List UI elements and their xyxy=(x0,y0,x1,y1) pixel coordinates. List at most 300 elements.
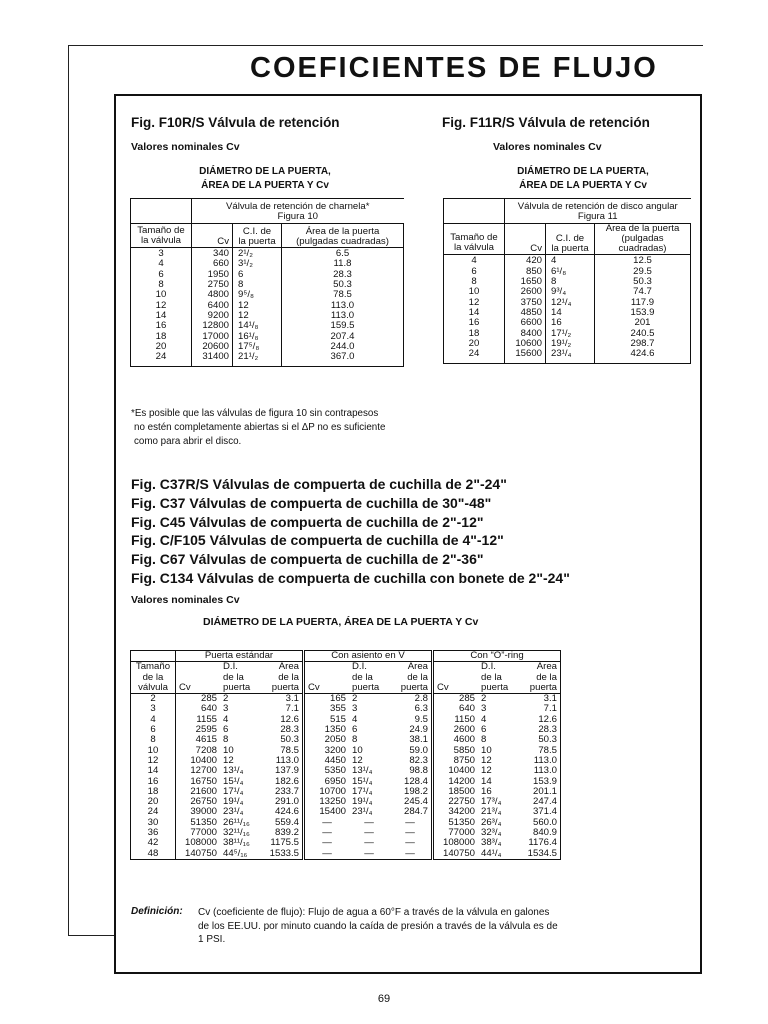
c37-cell-di-std: 10 xyxy=(223,744,234,756)
c37-cell-size: 42 xyxy=(131,838,176,848)
c37-col-area-o xyxy=(518,662,561,694)
c37-cell-di-std: 8 xyxy=(223,734,229,746)
c37-cell-area-o: 50.3 xyxy=(518,735,561,745)
f10-col-id-1: C.I. de xyxy=(242,225,272,237)
c37-cell-area-std: 7.1 xyxy=(285,703,299,715)
f11-row xyxy=(444,267,691,277)
c37-cell-di-o: 32³/₄ xyxy=(481,827,502,839)
f11-cell-area: 117.9 xyxy=(595,298,691,308)
c37-cell-di-std: 3 xyxy=(223,703,229,715)
f10-footnote-1: *Es posible que las válvulas de figura 10 sin contrapesos xyxy=(131,408,379,419)
c37-cell-cv-v: — xyxy=(304,818,350,828)
f10-row xyxy=(131,332,404,342)
c37-col-area-line: de la xyxy=(407,671,428,683)
c37-cell-cv-std: 640 xyxy=(176,704,221,714)
f11-cell-cv: 1650 xyxy=(505,277,546,287)
f10-cell-area: 159.5 xyxy=(282,321,404,331)
c37-cell-cv-o: 2600 xyxy=(433,725,479,735)
f10-cell-size: 24 xyxy=(131,352,192,367)
c37-cell-di-v: — xyxy=(364,816,374,828)
definition-text: Cv (coeficiente de flujo): Flujo de agua a 60°F a través de la válvula en galones de los EE.UU. por minuto cuando la caída de presión a través de la válvula es de 1 PSI. xyxy=(198,907,558,945)
f10-cell-size: 3 xyxy=(131,248,192,260)
c37-cell-cv-o: 8750 xyxy=(433,756,479,766)
f10-cell-cv: 1950 xyxy=(192,270,233,280)
f10-cell-size: 6 xyxy=(131,270,192,280)
c37-cell-cv-std: 10400 xyxy=(176,756,221,766)
f10-cell-id: 16¹/₈ xyxy=(233,332,282,342)
c37-col-di-line: de la xyxy=(481,671,502,683)
f10-col-area-2: (pulgadas cuadradas) xyxy=(296,235,389,247)
f10-cell-id: 3¹/₂ xyxy=(233,259,282,269)
c37-cell-di-o: 44¹/₄ xyxy=(478,849,518,860)
f10-col-cv: Cv xyxy=(192,223,233,248)
c37-subheading: Valores nominales Cv xyxy=(131,594,240,606)
c37-cell-di-std: 38¹¹/₁₆ xyxy=(223,837,250,849)
c37-cell-area-v: 6.3 xyxy=(414,703,428,715)
c37-cell-area-o: 3.1 xyxy=(518,694,561,705)
f10-cell-area: 113.0 xyxy=(282,301,404,311)
c37-cell-di-v: 19¹/₄ xyxy=(352,796,373,808)
c37-cell-di-std: 15¹/₄ xyxy=(223,775,244,787)
c37-cell-cv-std: 12700 xyxy=(176,766,221,776)
c37-cell-cv-o: 640 xyxy=(433,704,479,714)
c37-cell-area-o: 247.4 xyxy=(518,797,561,807)
f10-cell-id: 12 xyxy=(233,311,282,321)
f11-cell-cv: 850 xyxy=(505,267,546,277)
c37-cell-area-std: 1175.5 xyxy=(270,837,299,849)
f10-col-area-1: Área de la puerta xyxy=(305,225,380,237)
c37-cell-area-v: 198.2 xyxy=(403,785,428,797)
f10-cell-area: 207.4 xyxy=(282,332,404,342)
c37-cell-di-std: 4 xyxy=(223,713,229,725)
c37-col-area-line: puerta xyxy=(271,681,299,693)
f11-cell-area: 298.7 xyxy=(595,339,691,349)
c37-cell-area-v: 59.0 xyxy=(409,744,428,756)
c37-heading-line: Fig. C45 Válvulas de compuerta de cuchilla de 2"-12" xyxy=(131,513,484,530)
c37-cell-di-o: 12 xyxy=(481,754,492,766)
f11-col-size-1: Tamaño de xyxy=(450,231,498,243)
c37-cell-cv-v: 2050 xyxy=(304,735,350,745)
f11-cell-size: 4 xyxy=(444,255,505,267)
f10-cell-id: 8 xyxy=(233,280,282,290)
c37-cell-area-std: 291.0 xyxy=(274,796,299,808)
f10-cell-id: 17⁵/₈ xyxy=(233,342,282,352)
c37-cell-cv-v: 10700 xyxy=(304,787,350,797)
c37-cell-area-std: 137.9 xyxy=(274,765,299,777)
c37-col-area-line: Área xyxy=(278,661,299,673)
c37-cell-di-o: 2 xyxy=(481,693,487,705)
page-title: COEFICIENTES DE FLUJO xyxy=(250,52,658,84)
c37-cell-size: 30 xyxy=(131,818,176,828)
f10-cell-id: 21¹/₂ xyxy=(233,352,282,367)
f10-row xyxy=(131,352,404,367)
f10-cell-cv: 20600 xyxy=(192,342,233,352)
f11-cell-id: 23¹/₄ xyxy=(546,349,595,364)
c37-heading-line: Fig. C134 Válvulas de compuerta de cuchilla con bonete de 2"-24" xyxy=(131,569,570,586)
c37-cell-di-v: 3 xyxy=(352,703,358,715)
c37-cell-di-std: 26¹¹/₁₆ xyxy=(223,816,250,828)
c37-cell-area-v: 98.8 xyxy=(409,765,428,777)
c37-cell-area-o: 1534.5 xyxy=(518,849,561,860)
c37-cell-size: 18 xyxy=(131,787,176,797)
c37-col-di-line: de la xyxy=(352,671,373,683)
c37-col-area-line: de la xyxy=(536,671,557,683)
c37-cell-size: 10 xyxy=(131,746,176,756)
c37-cell-area-o: 153.9 xyxy=(518,777,561,787)
f10-caption-2: ÁREA DE LA PUERTA Y Cv xyxy=(201,180,329,191)
c37-cell-cv-std: 2595 xyxy=(176,725,221,735)
c37-cell-di-std: 12 xyxy=(223,754,234,766)
f10-cell-cv: 6400 xyxy=(192,301,233,311)
f10-cell-cv: 660 xyxy=(192,259,233,269)
f11-subheading: Valores nominales Cv xyxy=(493,141,602,153)
c37-cell-cv-v: 15400 xyxy=(304,807,350,817)
c37-cell-cv-std: 4615 xyxy=(176,735,221,745)
c37-cell-cv-v: 515 xyxy=(304,715,350,725)
c37-cell-cv-std: 39000 xyxy=(176,807,221,817)
f11-cell-id: 4 xyxy=(546,255,595,267)
c37-col-di-line: de la xyxy=(223,671,244,683)
f11-cell-size: 10 xyxy=(444,287,505,297)
c37-cell-cv-o: 14200 xyxy=(433,777,479,787)
c37-col-di-line: D.I. xyxy=(352,661,367,673)
c37-cell-area-std: 28.3 xyxy=(280,724,299,736)
c37-col-cv-std: Cv xyxy=(176,662,221,694)
c37-cell-di-v: 2 xyxy=(352,693,358,705)
f11-row xyxy=(444,349,691,364)
c37-headings xyxy=(131,475,570,588)
c37-col-size-line: de la xyxy=(142,671,164,683)
c37-cell-area-v: 245.4 xyxy=(403,796,428,808)
f10-cell-size: 16 xyxy=(131,321,192,331)
f11-cell-area: 201 xyxy=(595,318,691,328)
c37-cell-di-std: 44⁵/₁₆ xyxy=(220,849,260,860)
f11-cell-size: 20 xyxy=(444,339,505,349)
c37-cell-cv-o: 5850 xyxy=(433,746,479,756)
f11-col-id-2: la puerta xyxy=(551,243,589,255)
c37-heading-line: Fig. C37R/S Válvulas de compuerta de cuchilla de 2"-24" xyxy=(131,476,507,492)
f10-cell-cv: 12800 xyxy=(192,321,233,331)
f10-cell-area: 28.3 xyxy=(282,270,404,280)
f11-cell-size: 8 xyxy=(444,277,505,287)
c37-cell-area-o: 7.1 xyxy=(518,704,561,714)
c37-col-di-line: puerta xyxy=(352,681,380,693)
c37-cell-area-std: 839.2 xyxy=(274,827,299,839)
c37-cell-cv-std: 7208 xyxy=(176,746,221,756)
f11-cell-area: 153.9 xyxy=(595,308,691,318)
c37-col-area-line: de la xyxy=(278,671,299,683)
c37-cell-area-v: 38.1 xyxy=(409,734,428,746)
c37-col-size-line: válvula xyxy=(138,681,168,693)
f11-cell-area: 424.6 xyxy=(595,349,691,364)
c37-col-cv-o: Cv xyxy=(433,662,479,694)
f10-footnote-2: no estén completamente abiertas si el ΔP no es suficiente xyxy=(134,422,386,433)
f11-cell-size: 24 xyxy=(444,349,505,364)
c37-cell-cv-v: — xyxy=(304,828,350,838)
f10-cell-id: 12 xyxy=(233,301,282,311)
c37-col-di-line: D.I. xyxy=(223,661,238,673)
f10-caption-1: DIÁMETRO DE LA PUERTA, xyxy=(199,166,331,177)
c37-cell-area-v: 128.4 xyxy=(403,775,428,787)
c37-heading-line: Fig. C67 Válvulas de compuerta de cuchilla de 2"-36" xyxy=(131,551,484,568)
c37-col-area-line: Área xyxy=(407,661,428,673)
f11-cell-size: 6 xyxy=(444,267,505,277)
c37-cell-di-v: 4 xyxy=(352,713,358,725)
c37-cell-area-o: 113.0 xyxy=(518,766,561,776)
c37-cell-cv-v: 3200 xyxy=(304,746,350,756)
c37-col-di-line: puerta xyxy=(223,681,251,693)
c37-cell-di-o: 14 xyxy=(481,775,492,787)
f10-cell-cv: 17000 xyxy=(192,332,233,342)
c37-cell-di-o: 21³/₄ xyxy=(481,806,502,818)
c37-cell-area-v: — xyxy=(389,849,433,860)
f10-cell-size: 10 xyxy=(131,290,192,300)
f10-cell-id: 14¹/₈ xyxy=(233,321,282,331)
c37-col-area-line: puerta xyxy=(400,681,428,693)
c37-cell-cv-v: — xyxy=(304,838,350,848)
page-number: 69 xyxy=(377,993,391,1005)
f10-cell-size: 8 xyxy=(131,280,192,290)
c37-col-size xyxy=(131,662,176,694)
c37-col-di-o xyxy=(478,662,518,694)
c37-cell-cv-std: 26750 xyxy=(176,797,221,807)
f10-cell-area: 367.0 xyxy=(282,352,404,367)
c37-cell-cv-o: 1150 xyxy=(433,715,479,725)
f11-cell-id: 9³/₄ xyxy=(546,287,595,297)
c37-cell-cv-v: 355 xyxy=(304,704,350,714)
c37-cell-di-o: 16 xyxy=(481,785,492,797)
c37-cell-size: 2 xyxy=(131,694,176,705)
c37-cell-size: 24 xyxy=(131,807,176,817)
c37-cell-di-v: — xyxy=(364,827,374,839)
c37-caption: DIÁMETRO DE LA PUERTA, ÁREA DE LA PUERTA Y Cv xyxy=(203,616,479,628)
c37-cell-area-v: — xyxy=(405,827,415,839)
c37-cell-cv-o: 22750 xyxy=(433,797,479,807)
f11-cell-cv: 15600 xyxy=(505,349,546,364)
f11-cell-area: 50.3 xyxy=(595,277,691,287)
c37-cell-di-o: 10 xyxy=(481,744,492,756)
f10-row xyxy=(131,280,404,290)
c37-cell-cv-std: 77000 xyxy=(176,828,221,838)
f10-cell-size: 4 xyxy=(131,259,192,269)
f10-cell-size: 20 xyxy=(131,342,192,352)
c37-cell-size: 36 xyxy=(131,828,176,838)
c37-cell-di-v: 15¹/₄ xyxy=(352,775,373,787)
c37-cell-size: 8 xyxy=(131,735,176,745)
f10-cell-id: 2¹/₂ xyxy=(233,248,282,260)
f11-cell-cv: 4850 xyxy=(505,308,546,318)
c37-heading-line: Fig. C37 Válvulas de compuerta de cuchilla de 30"-48" xyxy=(131,494,492,511)
f11-cell-area: 240.5 xyxy=(595,329,691,339)
f10-col-size-1: Tamaño de xyxy=(137,224,185,236)
c37-cell-di-o: 3 xyxy=(481,703,487,715)
c37-cell-area-std: 1533.5 xyxy=(260,849,304,860)
c37-cell-cv-o: 18500 xyxy=(433,787,479,797)
c37-cell-area-o: 560.0 xyxy=(518,818,561,828)
f11-cell-area: 29.5 xyxy=(595,267,691,277)
c37-cell-area-v: 2.8 xyxy=(414,693,428,705)
c37-cell-area-v: 24.9 xyxy=(409,724,428,736)
c37-cell-size: 14 xyxy=(131,766,176,776)
c37-cell-cv-std: 51350 xyxy=(176,818,221,828)
c37-table xyxy=(130,650,561,860)
c37-group-std: Puerta estándar xyxy=(176,651,304,662)
f11-cell-area: 74.7 xyxy=(595,287,691,297)
f10-cell-area: 244.0 xyxy=(282,342,404,352)
c37-col-area-std xyxy=(260,662,304,694)
f11-row xyxy=(444,255,691,267)
c37-cell-di-o: 17³/₄ xyxy=(481,796,502,808)
f11-cell-id: 6¹/₈ xyxy=(546,267,595,277)
f11-heading: Fig. F11R/S Válvula de retención xyxy=(442,115,650,130)
f11-row xyxy=(444,277,691,287)
f11-cell-size: 18 xyxy=(444,329,505,339)
f11-row xyxy=(444,308,691,318)
c37-cell-di-std: 32¹¹/₁₆ xyxy=(223,827,250,839)
c37-cell-size: 3 xyxy=(131,704,176,714)
c37-cell-area-o: 12.6 xyxy=(518,715,561,725)
c37-cell-size: 12 xyxy=(131,756,176,766)
c37-cell-di-v: 12 xyxy=(352,754,363,766)
c37-cell-area-std: 78.5 xyxy=(280,744,299,756)
c37-cell-cv-o: 51350 xyxy=(433,818,479,828)
f10-cell-size: 18 xyxy=(131,332,192,342)
f11-cell-id: 19¹/₂ xyxy=(546,339,595,349)
c37-cell-cv-v: — xyxy=(304,849,350,860)
c37-cell-area-o: 1176.4 xyxy=(518,838,561,848)
c37-cell-di-o: 6 xyxy=(481,724,487,736)
f10-row xyxy=(131,342,404,352)
f10-cell-size: 14 xyxy=(131,311,192,321)
f10-col-id-2: la puerta xyxy=(238,235,276,247)
f10-cell-area: 6.5 xyxy=(282,248,404,260)
f10-row xyxy=(131,248,404,260)
c37-cell-area-o: 113.0 xyxy=(518,756,561,766)
definition-label: Definición: xyxy=(131,906,183,917)
f10-cell-area: 50.3 xyxy=(282,280,404,290)
f11-cell-cv: 6600 xyxy=(505,318,546,328)
c37-cell-cv-v: 13250 xyxy=(304,797,350,807)
f10-cell-id: 6 xyxy=(233,270,282,280)
c37-col-di-line: puerta xyxy=(481,681,509,693)
c37-cell-cv-v: 1350 xyxy=(304,725,350,735)
c37-cell-size: 4 xyxy=(131,715,176,725)
c37-col-area-line: puerta xyxy=(529,681,557,693)
c37-cell-di-o: 8 xyxy=(481,734,487,746)
c37-cell-di-o: 26³/₄ xyxy=(481,816,502,828)
c37-col-area-v xyxy=(389,662,433,694)
f10-row xyxy=(131,270,404,280)
f11-cell-id: 12¹/₄ xyxy=(546,298,595,308)
f10-subheading: Valores nominales Cv xyxy=(131,141,240,153)
f11-group-label-2: Figura 11 xyxy=(577,211,618,223)
f11-table xyxy=(443,198,691,364)
f10-cell-cv: 2750 xyxy=(192,280,233,290)
f11-cell-id: 17¹/₂ xyxy=(546,329,595,339)
c37-cell-di-v: — xyxy=(349,849,389,860)
c37-cell-cv-o: 285 xyxy=(433,694,479,705)
f10-row xyxy=(131,290,404,300)
f11-cell-size: 12 xyxy=(444,298,505,308)
f10-cell-cv: 340 xyxy=(192,248,233,260)
c37-cell-area-v: 82.3 xyxy=(409,754,428,766)
c37-row xyxy=(131,849,561,860)
f10-footnote-3: como para abrir el disco. xyxy=(134,436,242,447)
f10-cell-cv: 31400 xyxy=(192,352,233,367)
f11-cell-id: 14 xyxy=(546,308,595,318)
f11-cell-cv: 420 xyxy=(505,255,546,267)
f10-group-label-1: Válvula de retención de charnela* xyxy=(226,201,370,212)
c37-cell-cv-o: 140750 xyxy=(433,849,479,860)
c37-cell-area-std: 113.0 xyxy=(275,754,299,766)
c37-cell-area-o: 28.3 xyxy=(518,725,561,735)
c37-cell-di-std: 23¹/₄ xyxy=(223,806,244,818)
c37-cell-cv-o: 108000 xyxy=(433,838,479,848)
c37-cell-area-std: 559.4 xyxy=(274,816,299,828)
outer-frame-bottom xyxy=(68,935,114,936)
c37-cell-area-v: — xyxy=(405,816,415,828)
c37-cell-cv-v: 4450 xyxy=(304,756,350,766)
f11-cell-size: 14 xyxy=(444,308,505,318)
c37-cell-area-o: 78.5 xyxy=(518,746,561,756)
f11-cell-cv: 2600 xyxy=(505,287,546,297)
c37-cell-di-o: 12 xyxy=(481,765,492,777)
c37-heading-line: Fig. C/F105 Válvulas de compuerta de cuchilla de 4"-12" xyxy=(131,532,504,549)
c37-cell-cv-o: 34200 xyxy=(433,807,479,817)
f10-table xyxy=(130,198,404,367)
c37-cell-cv-std: 140750 xyxy=(176,849,221,860)
f10-row xyxy=(131,259,404,269)
c37-cell-cv-v: 5350 xyxy=(304,766,350,776)
f11-cell-cv: 10600 xyxy=(505,339,546,349)
c37-col-area-line: Área xyxy=(536,661,557,673)
c37-cell-area-o: 840.9 xyxy=(518,828,561,838)
c37-cell-cv-std: 16750 xyxy=(176,777,221,787)
f11-col-area-1: Área de la puerta xyxy=(605,222,680,234)
c37-cell-cv-std: 21600 xyxy=(176,787,221,797)
f11-cell-area: 12.5 xyxy=(595,255,691,267)
c37-cell-cv-o: 77000 xyxy=(433,828,479,838)
c37-cell-area-o: 371.4 xyxy=(518,807,561,817)
c37-cell-size: 6 xyxy=(131,725,176,735)
c37-cell-di-o: 38³/₄ xyxy=(481,837,502,849)
f10-row xyxy=(131,311,404,321)
c37-cell-cv-o: 10400 xyxy=(433,766,479,776)
f10-cell-id: 9⁵/₈ xyxy=(233,290,282,300)
f11-cell-cv: 8400 xyxy=(505,329,546,339)
c37-group-o: Con “O”-ring xyxy=(433,651,561,662)
c37-cell-di-v: 23¹/₄ xyxy=(352,806,373,818)
f11-col-id-1: C.I. de xyxy=(555,232,585,244)
f11-cell-cv: 3750 xyxy=(505,298,546,308)
c37-cell-area-v: — xyxy=(405,837,415,849)
f11-cell-size: 16 xyxy=(444,318,505,328)
c37-cell-size: 48 xyxy=(131,849,176,860)
c37-cell-area-std: 50.3 xyxy=(280,734,299,746)
c37-cell-di-v: 17¹/₄ xyxy=(352,785,373,797)
c37-cell-area-std: 3.1 xyxy=(285,693,299,705)
c37-cell-cv-v: 165 xyxy=(304,694,350,705)
c37-cell-di-o: 4 xyxy=(481,713,487,725)
c37-cell-di-v: 6 xyxy=(352,724,358,736)
f10-cell-size: 12 xyxy=(131,301,192,311)
f10-group-label-2: Figura 10 xyxy=(277,211,319,223)
c37-cell-area-o: 201.1 xyxy=(518,787,561,797)
f10-cell-area: 113.0 xyxy=(282,311,404,321)
c37-cell-area-std: 424.6 xyxy=(274,806,299,818)
c37-cell-size: 20 xyxy=(131,797,176,807)
c37-cell-cv-o: 4600 xyxy=(433,735,479,745)
